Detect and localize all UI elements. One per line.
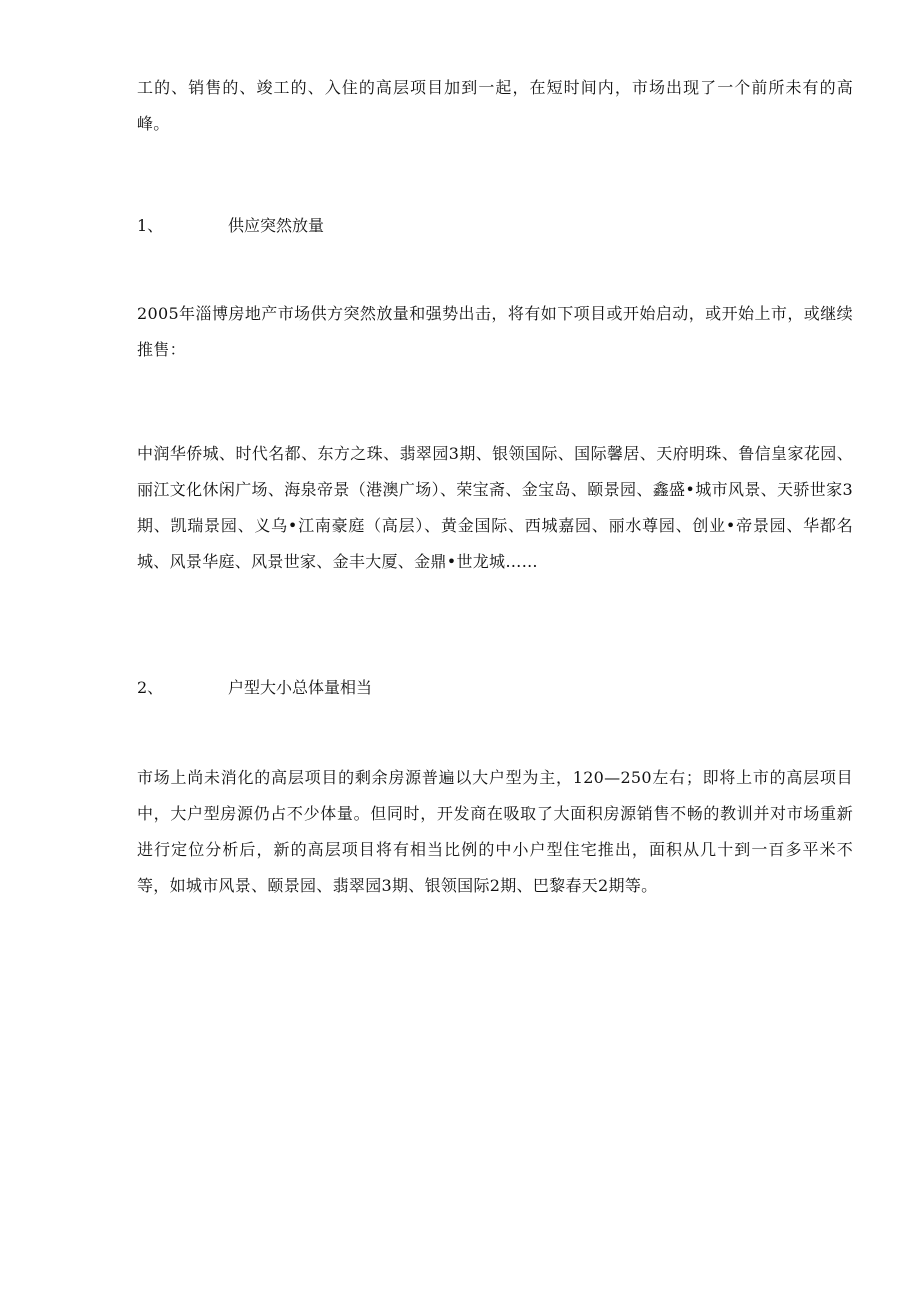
section-1-number: 1、 — [137, 216, 164, 235]
section-2-number: 2、 — [137, 678, 164, 697]
section-1-heading — [137, 214, 324, 238]
project-list-paragraph: 中润华侨城、时代名都、东方之珠、翡翠园3期、银领国际、国际馨居、天府明珠、鲁信皇家花园、丽江文化休闲广场、海泉帝景（港澳广场）、荣宝斋、金宝岛、颐景园、鑫盛•城市风景、天骄世家3期、凯瑞景园、义乌•江南豪庭（高层）、黄金国际、西城嘉园、丽水尊园、创业•帝景园、华都名城、风景华庭、风景世家、金丰大厦、金鼎•世龙城…… — [137, 444, 853, 571]
section-2-title: 户型大小总体量相当 — [228, 678, 373, 697]
section-2-heading — [137, 676, 372, 700]
section-2-paragraph: 市场上尚未消化的高层项目的剩余房源普遍以大户型为主，120—250左右；即将上市的高层项目中，大户型房源仍占不少体量。但同时，开发商在吸取了大面积房源销售不畅的教训并对市场重新进行定位分析后，新的高层项目将有相当比例的中小户型住宅推出，面积从几十到一百多平米不等，如城市风景、颐景园、翡翠园3期、银领国际2期、巴黎春天2期等。 — [137, 768, 853, 895]
section-1-title: 供应突然放量 — [228, 216, 325, 235]
section-1-paragraph: 2005年淄博房地产市场供方突然放量和强势出击，将有如下项目或开始启动，或开始上市，或继续推售： — [137, 304, 853, 359]
intro-paragraph: 工的、销售的、竣工的、入住的高层项目加到一起，在短时间内，市场出现了一个前所未有的高峰。 — [137, 78, 853, 133]
